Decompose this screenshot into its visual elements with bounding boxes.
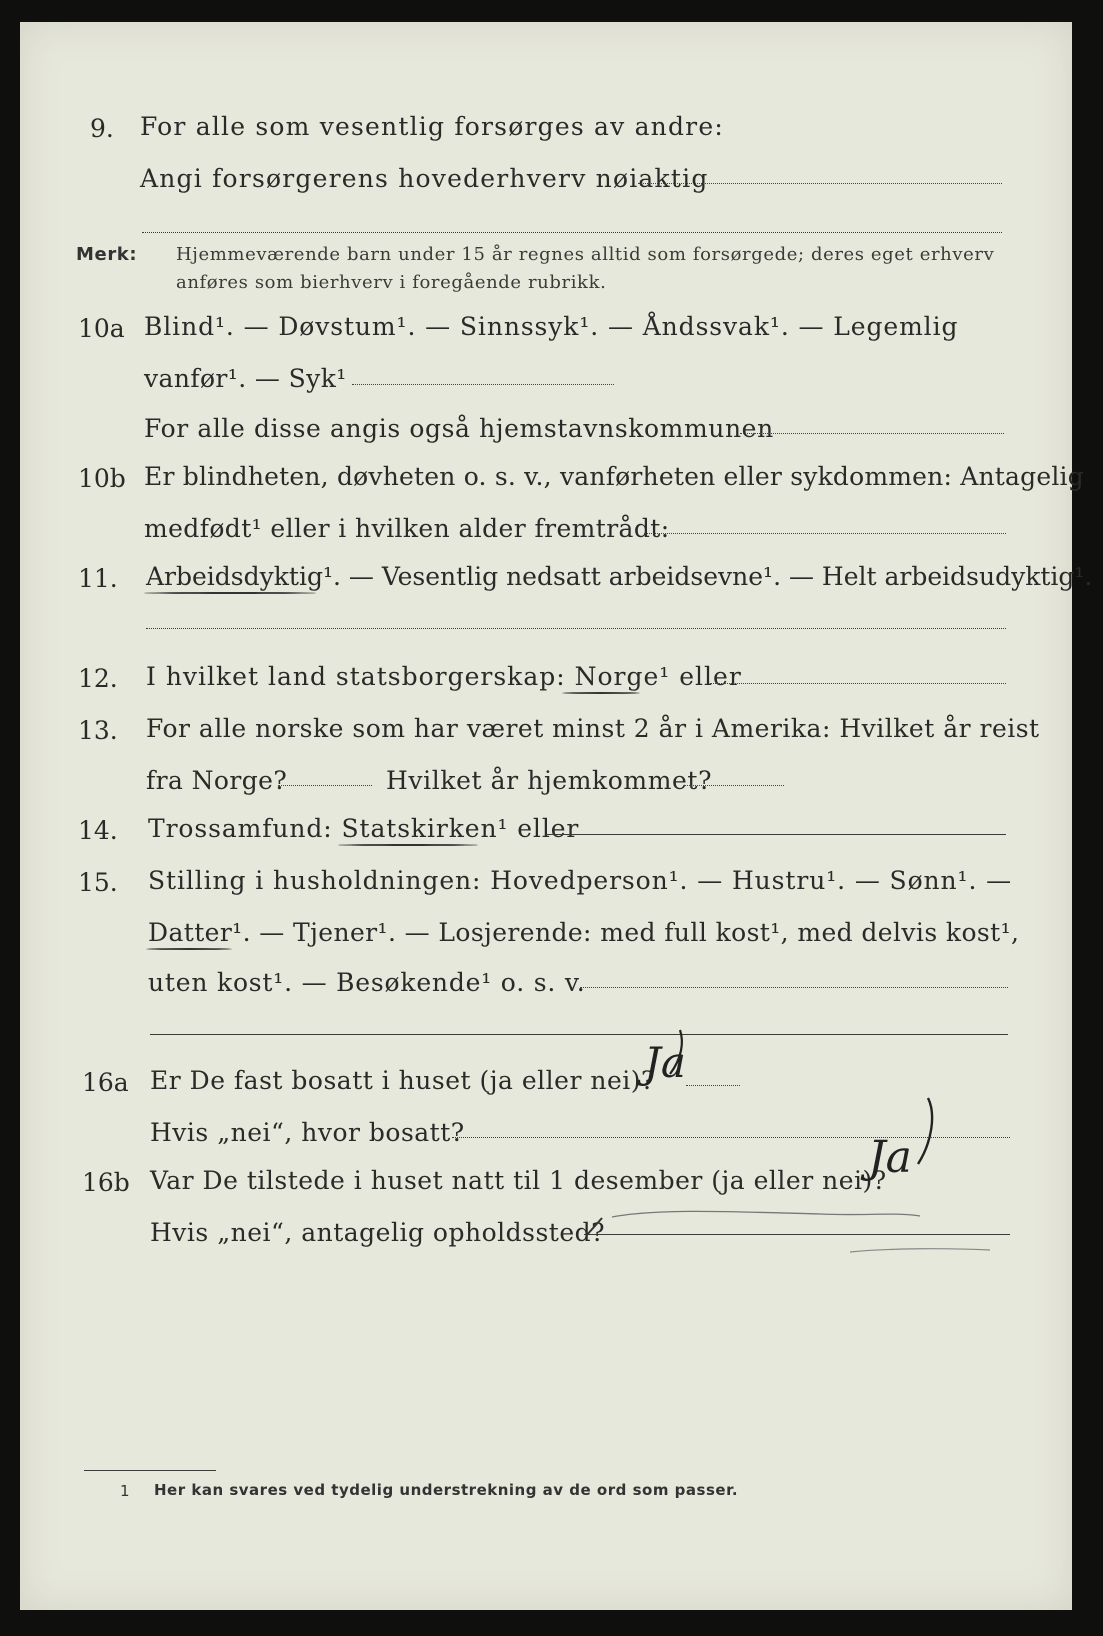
- census-form-page: [20, 22, 1093, 1610]
- question-13-line2a: fra Norge?: [146, 766, 288, 795]
- question-15-line2: Datter¹. — Tjener¹. — Losjerende: med full kost¹, med delvis kost¹,: [148, 918, 1020, 947]
- handwritten-answer-16a: Ja: [644, 1038, 686, 1087]
- handwritten-answer-16b: Ja: [868, 1132, 912, 1183]
- question-10a-line1: Blind¹. — Døvstum¹. — Sinnssyk¹. — Åndssvak¹. — Legemlig: [144, 312, 959, 341]
- question-16b-number: 16b: [82, 1168, 130, 1197]
- question-9-line1: For alle som vesentlig forsørges av andre:: [140, 112, 724, 141]
- question-10b-number: 10b: [78, 464, 126, 493]
- question-10b-line2: medfødt¹ eller i hvilken alder fremtrådt:: [144, 514, 670, 543]
- question-15-line3: uten kost¹. — Besøkende¹ o. s. v.: [148, 968, 586, 997]
- question-12-line1: I hvilket land statsborgerskap: Norge¹ eller: [146, 662, 742, 691]
- note-line2: anføres som bierhverv i foregående rubrikk.: [176, 272, 607, 293]
- question-12-number: 12.: [78, 664, 118, 693]
- footnote-rule: [84, 1470, 216, 1471]
- question-15-line1: Stilling i husholdningen: Hovedperson¹. — Hustru¹. — Sønn¹. —: [148, 866, 1013, 895]
- question-14-number: 14.: [78, 816, 118, 845]
- question-13-number: 13.: [78, 716, 118, 745]
- footnote-mark: 1: [120, 1482, 131, 1500]
- question-9-line2: Angi forsørgerens hovederhverv nøiaktig: [140, 164, 709, 193]
- question-16a-number: 16a: [82, 1068, 129, 1097]
- question-16b-line2: Hvis „nei“, antagelig opholdssted?: [150, 1218, 606, 1247]
- question-10a-line3: For alle disse angis også hjemstavnskommunen: [144, 414, 774, 443]
- question-11-line1: Arbeidsdyktig¹. — Vesentlig nedsatt arbeidsevne¹. — Helt arbeidsudyktig¹.: [146, 562, 1093, 591]
- question-10a-number: 10a: [78, 314, 125, 343]
- note-line1: Hjemmeværende barn under 15 år regnes alltid som forsørgede; deres eget erhverv: [176, 244, 995, 265]
- handwriting-strokes: [20, 22, 1072, 1610]
- question-13-line2b: Hvilket år hjemkommet?: [386, 766, 713, 795]
- question-13-line1: For alle norske som har været minst 2 år i Amerika: Hvilket år reist: [146, 714, 1040, 743]
- footnote-text: Her kan svares ved tydelig understrekning av de ord som passer.: [154, 1481, 739, 1499]
- question-14-line1: Trossamfund: Statskirken¹ eller: [148, 814, 580, 843]
- question-11-number: 11.: [78, 564, 118, 593]
- question-16a-line2: Hvis „nei“, hvor bosatt?: [150, 1118, 465, 1147]
- question-15-number: 15.: [78, 868, 118, 897]
- question-16b-line1: Var De tilstede i huset natt til 1 desember (ja eller nei)?: [150, 1166, 887, 1195]
- question-10b-line1: Er blindheten, døvheten o. s. v., vanførheten eller sykdommen: Antagelig: [144, 462, 1084, 491]
- note-label: Merk:: [76, 244, 138, 265]
- question-16a-line1: Er De fast bosatt i huset (ja eller nei)?: [150, 1066, 655, 1095]
- question-10a-line2: vanfør¹. — Syk¹: [144, 364, 347, 393]
- question-9-number: 9.: [90, 114, 114, 143]
